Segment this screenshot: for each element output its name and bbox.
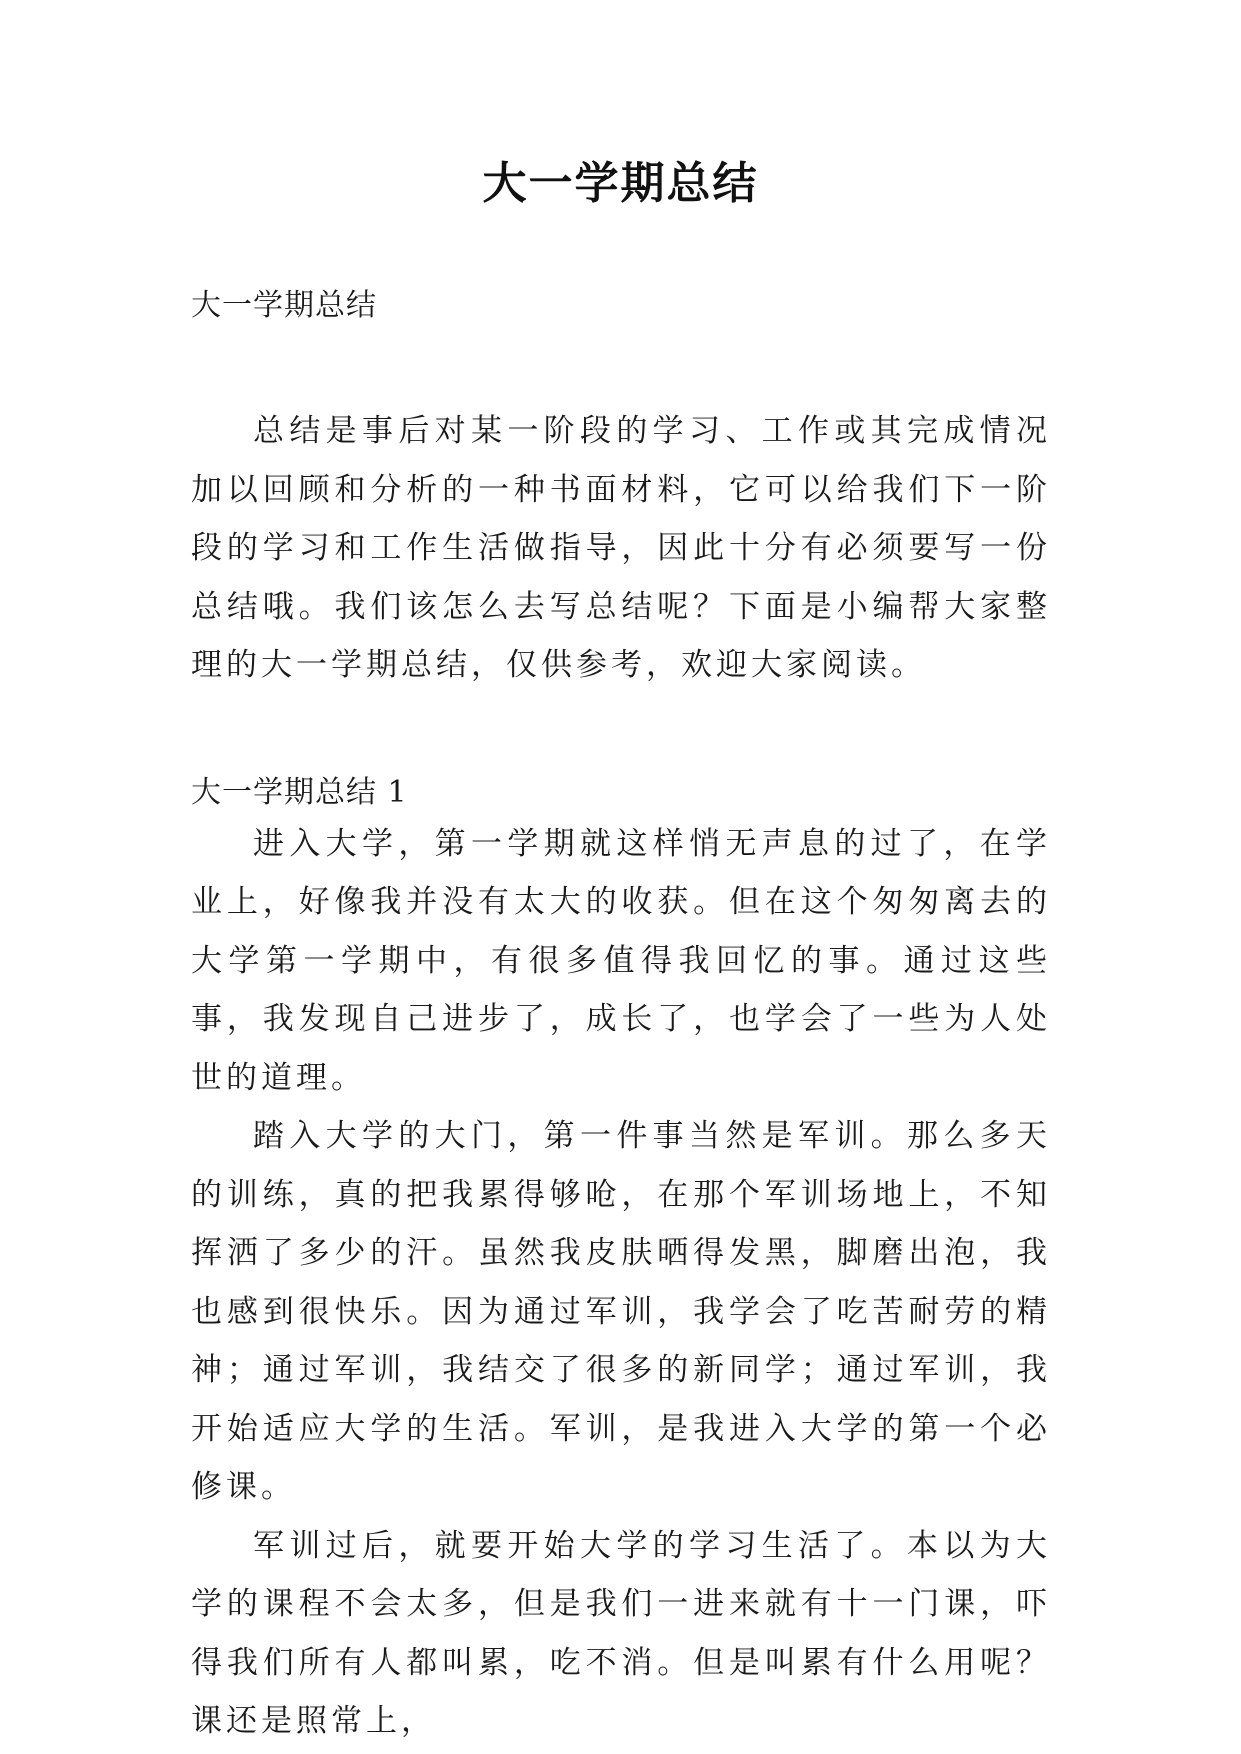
body-paragraph: 踏入大学的大门，第一件事当然是军训。那么多天的训练，真的把我累得够呛，在那个军训场地上，不知挥洒了多少的汗。虽然我皮肤晒得发黑，脚磨出泡，我也感到很快乐。因为通过军训，我学会了吃苦耐劳的精神；通过军训，我结交了很多的新同学；通过军训，我开始适应大学的生活。军训，是我进入大学的第一个必修课。 <box>191 1118 1051 1505</box>
document-body <box>191 286 1051 1751</box>
body-paragraph: 军训过后，就要开始大学的学习生活了。本以为大学的课程不会太多，但是我们一进来就有十一门课，吓得我们所有人都叫累，吃不消。但是叫累有什么用呢？课还是照常上， <box>191 1527 1051 1739</box>
intro-paragraph: 总结是事后对某一阶段的学习、工作或其完成情况加以回顾和分析的一种书面材料，它可以给我们下一阶段的学习和工作生活做指导，因此十分有必须要写一份总结哦。我们该怎么去写总结呢？下面是小编帮大家整理的大一学期总结，仅供参考，欢迎大家阅读。 <box>191 413 1051 683</box>
document-subtitle: 大一学期总结 <box>191 288 377 323</box>
section-body <box>191 815 1051 1751</box>
document-title: 大一学期总结 <box>482 158 759 209</box>
body-paragraph: 进入大学，第一学期就这样悄无声息的过了，在学业上，好像我并没有太大的收获。但在这个匆匆离去的大学第一学期中，有很多值得我回忆的事。通过这些事，我发现自己进步了，成长了，也学会了一些为人处世的道理。 <box>191 825 1051 1096</box>
intro-section <box>191 402 1051 695</box>
section-heading: 大一学期总结 1 <box>191 774 408 810</box>
